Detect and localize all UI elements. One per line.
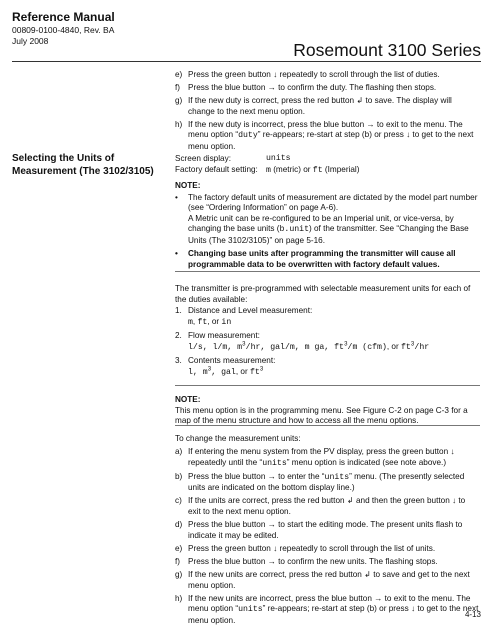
list-item: f) Press the blue button → to confirm the new units. The flashing stops. — [175, 556, 438, 566]
section-heading: Selecting the Units of Measurement (The 3102/3105) — [12, 153, 154, 177]
list-item: h) If the new duty is incorrect, press the blue button → to exit to the menu. The menu option “duty” re-appears; re-start at step (b) or press ↓ to get to the next menu option. — [175, 119, 474, 152]
intro-paragraph: The transmitter is pre-programmed with selectable measurement units for each of the duties available: — [175, 284, 471, 304]
header-divider — [12, 61, 481, 62]
duties-list — [175, 306, 480, 382]
note-bullet: • The factory default units of measurement are dictated by the model part number (see “Ordering Information” on page A-6). A Metric unit can be re-configured to be an Imperial unit, or vice-versa, by changing the base units (b.unit) of the transmitter. See “Changing the Base Units (The 3102/3105)” on page 5-16. — [175, 192, 478, 245]
list-item: g) If the new duty is correct, press the red button ↲ to save. The display will change to the next menu option. — [175, 96, 452, 116]
duty-units: l/s, l/m, $m^3/hr$, gal/m, m ga, $ft^3/m$ (cfm), or $ft^3/hr$ — [188, 340, 430, 352]
list-item: 2. Flow measurement: — [175, 331, 260, 341]
note-text: This menu option is in the programming menu. See Figure C-2 on page C-3 for a map of the menu structure and how to access all the menu options. — [175, 405, 468, 426]
note-bullet: • Changing base units after programming the transmitter will cause all programmable data to be overwritten with factory default values. — [175, 248, 456, 269]
page-number: 4-13 — [464, 610, 481, 619]
series-title: Rosemount 3100 Series — [293, 40, 481, 60]
list-item: e) Press the green button ↓ repeatedly to scroll through the list of duties. — [175, 70, 440, 79]
divider — [175, 271, 480, 272]
divider — [175, 425, 480, 426]
duty-units: l, $m^3$, gal, or $ft^3$ — [188, 365, 264, 377]
list-item: f) Press the blue button → to confirm the duty. The flashing then stops. — [175, 83, 437, 93]
procedure-intro: To change the measurement units: — [175, 434, 301, 443]
list-item: g) If the new units are correct, press the red button ↲ to save and get to the next menu option. — [175, 569, 470, 590]
steps-bottom-list — [175, 447, 480, 629]
page-header — [12, 10, 115, 46]
divider — [175, 385, 480, 386]
list-item: d) Press the blue button → to start the editing mode. The present units flash to indicate it may be edited. — [175, 520, 463, 540]
duty-units: m, ft, or in — [188, 316, 232, 327]
list-item: 3. Contents measurement: — [175, 356, 276, 366]
note-label: NOTE: — [175, 395, 201, 404]
list-item: 1. Distance and Level measurement: — [175, 306, 313, 315]
list-item: b) Press the blue button → to enter the “units” menu. (The presently selected units are indicated on the bottom display line.) — [175, 471, 465, 493]
note-label: NOTE: — [175, 181, 201, 190]
steps-top-list — [175, 70, 480, 155]
list-item: h) If the new units are incorrect, press the blue button → to exit to the menu. The menu option “units” re-appears; re-start at step (b) or press ↓ to get to the next menu option. — [175, 593, 479, 625]
list-item: a) If entering the menu system from the PV display, press the green button ↓ repeatedly until the “units” menu option is indicated (see note above.) — [175, 447, 455, 468]
settings-block — [175, 154, 480, 176]
doc-date: July 2008 — [12, 35, 49, 46]
list-item: e) Press the green button ↓ repeatedly to scroll through the list of units. — [175, 543, 436, 553]
list-item: c) If the units are correct, press the red button ↲ and then the green button ↓ to exit to the next menu option. — [175, 496, 466, 516]
factory-default-row: Factory default setting: m (metric) or ft (Imperial) — [175, 164, 360, 175]
screen-display-row: Screen display: units — [175, 154, 291, 163]
manual-title: Reference Manual — [12, 10, 115, 24]
note-block — [175, 181, 480, 273]
note-block — [175, 395, 480, 427]
doc-number: 00809-0100-4840, Rev. BA — [12, 25, 115, 35]
